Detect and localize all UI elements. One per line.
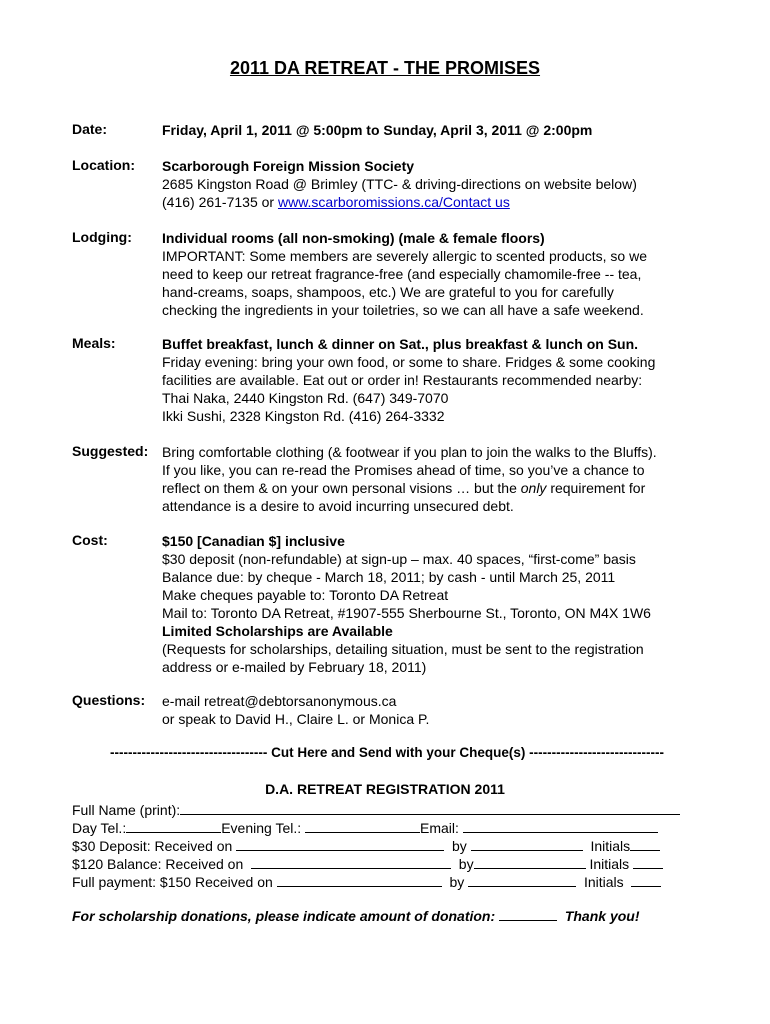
lodging-line: hand-creams, soaps, shampoos, etc.) We are grateful to you for carefully [162,284,614,300]
deposit-date-field[interactable] [236,836,444,851]
cost-line: (Requests for scholarships, detailing situation, must be sent to the registration [162,641,644,657]
balance-by-label: by [458,856,474,872]
suggested-section [162,443,722,515]
location-name: Scarborough Foreign Mission Society [162,158,415,174]
document-title: 2011 DA RETREAT - THE PROMISES [229,58,541,78]
lodging-heading: Individual rooms (all non-smoking) (male & female floors) [162,230,545,246]
questions-label: Questions: [72,692,146,708]
evening-tel-label: Evening Tel.: [221,820,302,836]
email-field[interactable] [463,818,658,833]
suggested-text: requirement for [546,480,646,496]
cost-line: Mail to: Toronto DA Retreat, #1907-555 Sherbourne St., Toronto, ON M4X 1W6 [162,605,651,621]
questions-section [162,692,722,728]
date-label: Date: [72,121,108,137]
full-payment-label: Full payment: $150 Received on [72,874,273,890]
scholarship-donation-line [72,906,640,924]
full-payment-row [72,872,702,890]
day-tel-field[interactable] [126,818,221,833]
deposit-initials-field[interactable] [630,836,660,851]
full-payment-by-field[interactable] [468,872,576,887]
phone-row [72,818,702,836]
balance-label: $120 Balance: Received on [72,856,244,872]
suggested-line: Bring comfortable clothing (& footwear if you plan to join the walks to the Bluffs). [162,444,657,460]
cost-heading: $150 [Canadian $] inclusive [162,533,345,549]
deposit-row [72,836,702,854]
registration-form [72,800,702,890]
full-payment-initials-label: Initials [583,874,624,890]
full-name-label: Full Name (print): [72,802,181,818]
balance-initials-label: Initials [589,856,630,872]
full-payment-initials-field[interactable] [631,872,661,887]
suggested-line: attendance is a desire to avoid incurring unsecured debt. [162,498,514,514]
location-label: Location: [72,157,135,173]
cost-line: address or e-mailed by February 18, 2011) [162,659,427,675]
balance-initials-field[interactable] [633,854,663,869]
questions-email: e-mail retreat@debtorsanonymous.ca [162,693,397,709]
meals-section [162,335,722,425]
location-phone-line [162,193,722,211]
meals-label: Meals: [72,335,116,351]
suggested-label: Suggested: [72,443,149,459]
donation-text: For scholarship donations, please indicate amount of donation: [72,908,496,924]
meals-line: Ikki Sushi, 2328 Kingston Rd. (416) 264-3332 [162,408,445,424]
cut-line: ----------------------------------- Cut Here and Send with your Cheque(s) ------------------------------ [110,745,664,760]
cost-label: Cost: [72,532,108,548]
meals-line: Thai Naka, 2440 Kingston Rd. (647) 349-7070 [162,390,449,406]
donation-amount-field[interactable] [499,906,557,921]
meals-line: facilities are available. Eat out or order in! Restaurants recommended nearby: [162,372,643,388]
deposit-by-field[interactable] [471,836,583,851]
full-name-row [72,800,702,818]
suggested-line [162,479,722,497]
registration-title: D.A. RETREAT REGISTRATION 2011 [265,781,505,797]
suggested-text: reflect on them & on your own personal visions … but the [162,480,521,496]
deposit-by-label: by [452,838,467,854]
website-link[interactable]: www.scarboromissions.ca/Contact us [277,194,510,210]
cost-section [162,532,722,676]
deposit-initials-label: Initials [590,838,631,854]
lodging-section [162,229,722,319]
cost-line: Balance due: by cheque - March 18, 2011; by cash - until March 25, 2011 [162,569,616,585]
suggested-line: If you like, you can re-read the Promises ahead of time, so you’ve a chance to [162,462,645,478]
lodging-line: IMPORTANT: Some members are severely allergic to scented products, so we [162,248,647,264]
meals-heading: Buffet breakfast, lunch & dinner on Sat., plus breakfast & lunch on Sun. [162,336,639,352]
deposit-label: $30 Deposit: Received on [72,838,233,854]
full-payment-by-label: by [449,874,465,890]
meals-line: Friday evening: bring your own food, or some to share. Fridges & some cooking [162,354,656,370]
email-label: Email: [420,820,459,836]
full-payment-date-field[interactable] [277,872,442,887]
location-phone: (416) 261-7135 or [162,194,278,210]
location-address: 2685 Kingston Road @ Brimley (TTC- & driving-directions on website below) [162,176,637,192]
cost-line: Make cheques payable to: Toronto DA Retreat [162,587,449,603]
balance-row [72,854,702,872]
date-value: Friday, April 1, 2011 @ 5:00pm to Sunday, April 3, 2011 @ 2:00pm [162,122,593,138]
location-section [162,157,722,211]
suggested-emphasis: only [520,480,547,496]
balance-by-field[interactable] [474,854,586,869]
scholarship-heading: Limited Scholarships are Available [162,623,393,639]
full-name-field[interactable] [180,800,680,815]
lodging-line: checking the ingredients in your toiletries, so we can all have a safe weekend. [162,302,644,318]
lodging-line: need to keep our retreat fragrance-free (and especially chamomile-free -- tea, [162,266,642,282]
evening-tel-field[interactable] [305,818,420,833]
cost-line: $30 deposit (non-refundable) at sign-up – max. 40 spaces, “first-come” basis [162,551,636,567]
lodging-label: Lodging: [72,229,132,245]
date-section [162,121,722,139]
thank-you-text: Thank you! [564,908,640,924]
questions-contacts: or speak to David H., Claire L. or Monica P. [162,711,430,727]
day-tel-label: Day Tel.: [72,820,127,836]
balance-date-field[interactable] [251,854,451,869]
